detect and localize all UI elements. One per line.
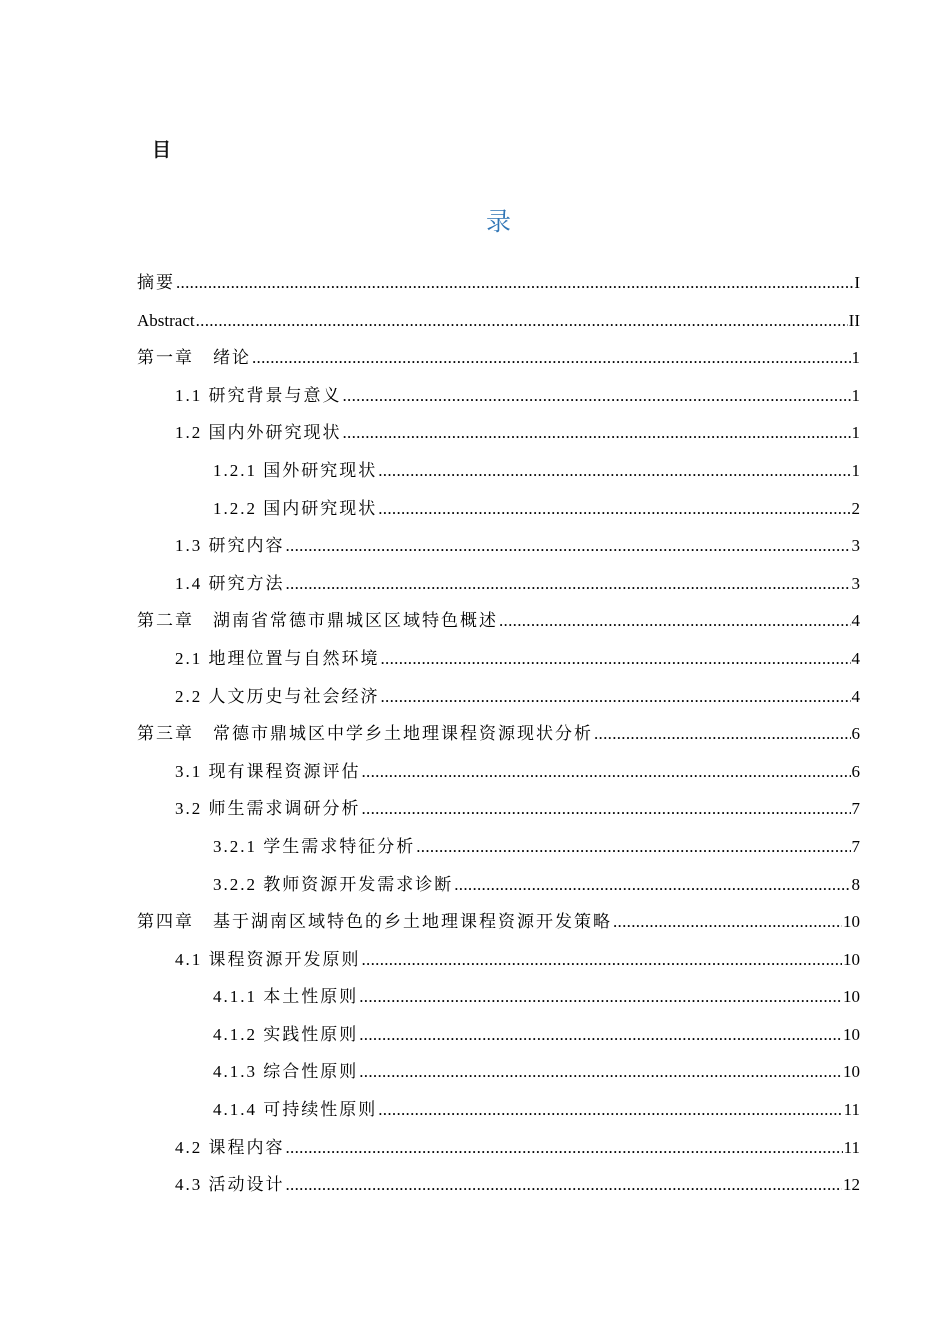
toc-entry-section-4-1-1[interactable] — [137, 984, 860, 1022]
toc-entry-label: 摘要 — [137, 273, 175, 292]
toc-entry-label: 2.1 地理位置与自然环境 — [175, 648, 380, 668]
toc-entry-page: 1 — [851, 385, 860, 405]
toc-entry-section-4-1-2[interactable] — [137, 1022, 860, 1060]
toc-entry-page: 2 — [851, 498, 860, 518]
dot-leader — [252, 345, 851, 371]
dot-leader — [343, 420, 851, 446]
toc-entry-section-4-1-3[interactable] — [137, 1059, 860, 1097]
toc-entry-page: I — [854, 273, 860, 292]
toc-entry-chapter-2[interactable] — [137, 608, 860, 646]
dot-leader — [378, 496, 850, 522]
toc-entry-label: 3.2.2 教师资源开发需求诊断 — [213, 874, 454, 894]
toc-entry-label: 3.1 现有课程资源评估 — [175, 761, 361, 781]
dot-leader — [196, 308, 848, 334]
toc-entry-page: 3 — [851, 573, 860, 593]
dot-leader — [381, 646, 851, 672]
toc-entry-label: 4.1.1 本土性原则 — [213, 987, 359, 1007]
toc-entry-section-1-2-2[interactable] — [137, 496, 860, 534]
dot-leader — [362, 796, 851, 822]
dot-leader — [359, 1022, 842, 1048]
toc-entry-label: Abstract — [137, 310, 195, 330]
toc-entry-label: 第二章 湖南省常德市鼎城区区域特色概述 — [137, 611, 498, 631]
toc-entry-page: 6 — [851, 761, 860, 781]
table-of-contents — [137, 270, 860, 1210]
toc-entry-page: 10 — [843, 1062, 860, 1082]
dot-leader — [286, 533, 851, 559]
toc-entry-page: 7 — [851, 799, 860, 819]
dot-leader — [378, 458, 850, 484]
toc-entry-label: 2.2 人文历史与社会经济 — [175, 686, 380, 706]
toc-entry-label: 4.1.3 综合性原则 — [213, 1062, 359, 1082]
toc-entry-chapter-3[interactable] — [137, 721, 860, 759]
toc-entry-page: 4 — [851, 648, 860, 668]
toc-entry-page: 10 — [843, 949, 860, 969]
toc-entry-page: 11 — [843, 1137, 860, 1157]
toc-entry-section-1-1[interactable] — [137, 383, 860, 421]
toc-entry-label: 第一章 绪论 — [137, 348, 251, 368]
toc-entry-section-1-2[interactable] — [137, 420, 860, 458]
toc-entry-section-3-2-1[interactable] — [137, 834, 860, 872]
toc-entry-section-4-3[interactable] — [137, 1172, 860, 1210]
toc-entry-abstract-cn[interactable] — [137, 270, 860, 308]
dot-leader — [499, 608, 851, 634]
toc-entry-page: 3 — [851, 536, 860, 556]
toc-title-second-char: 录 — [486, 207, 512, 236]
dot-leader — [454, 872, 850, 898]
toc-entry-page: 10 — [843, 987, 860, 1007]
toc-entry-section-3-2[interactable] — [137, 796, 860, 834]
toc-entry-page: 1 — [851, 348, 860, 368]
dot-leader — [286, 1135, 843, 1161]
dot-leader — [286, 1172, 843, 1198]
toc-entry-section-4-1-4[interactable] — [137, 1097, 860, 1135]
dot-leader — [359, 984, 842, 1010]
dot-leader — [286, 571, 851, 597]
toc-entry-section-1-2-1[interactable] — [137, 458, 860, 496]
toc-title-first-char: 目 — [152, 139, 172, 161]
toc-entry-label: 4.1 课程资源开发原则 — [175, 949, 361, 969]
dot-leader — [594, 721, 851, 747]
dot-leader — [416, 834, 850, 860]
dot-leader — [362, 759, 851, 785]
dot-leader — [362, 947, 843, 973]
toc-entry-label: 4.2 课程内容 — [175, 1137, 285, 1157]
toc-entry-page: 4 — [851, 686, 860, 706]
toc-entry-label: 4.1.2 实践性原则 — [213, 1024, 359, 1044]
toc-entry-chapter-1[interactable] — [137, 345, 860, 383]
dot-leader — [378, 1097, 842, 1123]
toc-entry-page: 10 — [843, 1024, 860, 1044]
toc-entry-label: 1.2.2 国内研究现状 — [213, 498, 378, 518]
toc-entry-section-3-1[interactable] — [137, 759, 860, 797]
toc-entry-page: 1 — [851, 423, 860, 443]
toc-entry-label: 3.2.1 学生需求特征分析 — [213, 836, 416, 856]
toc-entry-label: 1.4 研究方法 — [175, 573, 285, 593]
toc-entry-page: 10 — [843, 912, 860, 932]
toc-entry-label: 1.2 国内外研究现状 — [175, 423, 342, 443]
dot-leader — [343, 383, 851, 409]
toc-entry-label: 3.2 师生需求调研分析 — [175, 799, 361, 819]
toc-entry-section-1-4[interactable] — [137, 571, 860, 609]
toc-entry-page: 1 — [851, 460, 860, 480]
dot-leader — [176, 270, 853, 296]
toc-entry-page: 6 — [851, 724, 860, 744]
toc-entry-section-4-2[interactable] — [137, 1135, 860, 1173]
toc-entry-page: II — [848, 310, 860, 330]
toc-entry-label: 1.3 研究内容 — [175, 536, 285, 556]
toc-entry-abstract-en[interactable] — [137, 308, 860, 346]
toc-entry-page: 7 — [851, 836, 860, 856]
toc-entry-section-3-2-2[interactable] — [137, 872, 860, 910]
toc-entry-label: 第三章 常德市鼎城区中学乡土地理课程资源现状分析 — [137, 724, 593, 744]
toc-entry-page: 8 — [851, 874, 860, 894]
toc-entry-label: 第四章 基于湖南区域特色的乡土地理课程资源开发策略 — [137, 912, 612, 932]
toc-entry-section-4-1[interactable] — [137, 947, 860, 985]
toc-entry-label: 4.3 活动设计 — [175, 1175, 285, 1195]
toc-entry-label: 1.1 研究背景与意义 — [175, 385, 342, 405]
toc-entry-section-2-1[interactable] — [137, 646, 860, 684]
toc-entry-page: 4 — [851, 611, 860, 631]
toc-entry-chapter-4[interactable] — [137, 909, 860, 947]
toc-entry-section-2-2[interactable] — [137, 684, 860, 722]
toc-entry-label: 1.2.1 国外研究现状 — [213, 460, 378, 480]
toc-entry-page: 12 — [843, 1175, 860, 1195]
dot-leader — [381, 684, 851, 710]
toc-entry-label: 4.1.4 可持续性原则 — [213, 1100, 378, 1120]
toc-entry-section-1-3[interactable] — [137, 533, 860, 571]
dot-leader — [613, 909, 842, 935]
toc-entry-page: 11 — [843, 1100, 860, 1120]
dot-leader — [359, 1059, 842, 1085]
